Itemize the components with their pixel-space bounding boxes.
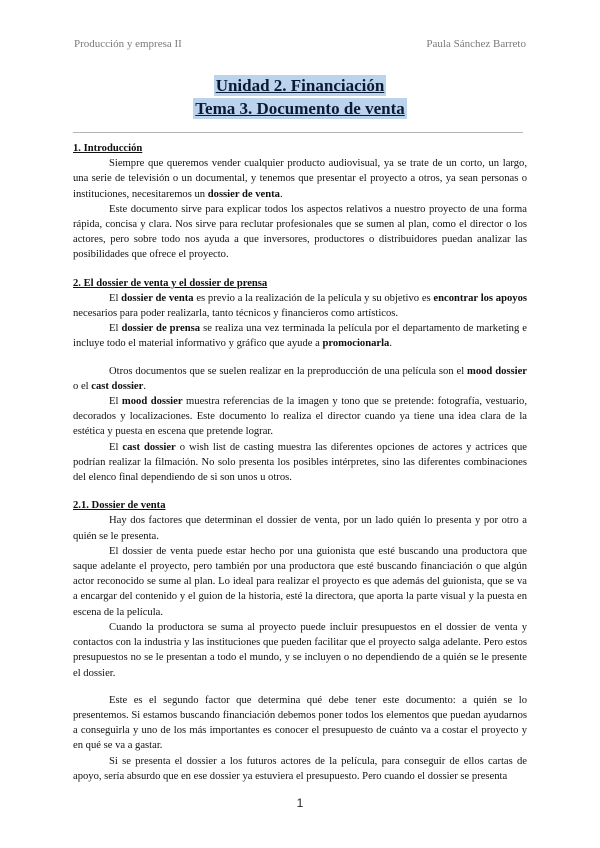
page-header	[74, 38, 526, 50]
header-course: Producción y empresa II	[74, 38, 182, 50]
paragraph: El mood dossier muestra referencias de la imagen y tono que se pretende: fotografía, vestuario, decorados y localizaciones. Este documento lo realiza el director cuando ya tiene una idea clara de la estética y puesta en escena que pretende lograr.	[73, 396, 527, 438]
paragraph: Hay dos factores que determinan el dossier de venta, por un lado quién lo presenta y por otro a quién se le presenta.	[73, 515, 527, 542]
paragraph: Siempre que queremos vender cualquier producto audiovisual, ya se trate de un corto, un largo, una serie de televisión o un documental, y tenemos que presentar el proyecto a otros, ya sean personas o instituciones, necesitaremos un dossier de venta.	[73, 158, 527, 200]
header-author: Paula Sánchez Barreto	[426, 38, 526, 50]
heading-dossier-venta-prensa: 2. El dossier de venta y el dossier de prensa	[73, 277, 268, 289]
paragraph: El cast dossier o wish list de casting muestra las diferentes opciones de actores y actrices que podrían realizar la filmación. No solo presenta los posibles intérpretes, sino las diferentes combinaciones del elenco final dependiendo de si son unos u otros.	[73, 441, 527, 484]
paragraph: Este documento sirve para explicar todos los aspectos relativos a nuestro proyecto de una forma rápida, concisa y clara. Nos sirve para reclutar profesionales que se sumen al plan, como el director o los actores, pero sobre todo nos ayuda a que inversores, productores o distribuidores puedan analizar las posibilidades que ofrece el proyecto.	[73, 203, 527, 261]
page-number: 1	[296, 796, 304, 810]
paragraph: El dossier de venta es previo a la realización de la película y su objetivo es encontrar los apoyos necesarios para poder realizarla, tanto técnicos y financieros como artísticos.	[73, 292, 528, 320]
title-topic: Tema 3. Documento de venta	[195, 99, 405, 118]
title-unit: Unidad 2. Financiación	[215, 76, 385, 95]
paragraph: Cuando la productora se suma al proyecto puede incluir presupuestos en el dossier de venta y contactos con la industria y las instituciones que pueden facilitar que el proyecto salga adelante. Pero estos presupuestos no se le presentan a todo el mundo, y se incluyen o no dependiendo de a quién se le presente el dossier.	[73, 621, 527, 679]
paragraph: Otros documentos que se suelen realizar en la preproducción de una película son el mood dossier o el cast dossier.	[73, 365, 527, 392]
paragraph: El dossier de venta puede estar hecho por una guionista que esté buscando una productora que saque adelante el proyecto, pero también por una productora que esté buscando financiación o que algún actor reconocido se sume al plan. Lo ideal para realizar el proyecto es que además del guionista, que se va a encargar del contenido y el guion de la historia, esté la directora, que aporta la parte visual y la puesta en escena de la película.	[73, 545, 527, 618]
paragraph: El dossier de prensa se realiza una vez terminada la película por el departamento de marketing e incluye todo el material informativo y gráfico que ayude a promocionarla.	[73, 323, 527, 350]
paragraph: Este es el segundo factor que determina qué debe tener este documento: a quién se lo presentemos. Si estamos buscando financiación debemos poner todos los elementos que puedan ayudarnos a conseguirla y uno de los más importantes es conocer el presupuesto de cuánto va a costar el proyecto y en qué se va a gastar.	[73, 694, 527, 752]
heading-dossier-de-venta: 2.1. Dossier de venta	[73, 500, 166, 512]
heading-introduccion: 1. Introducción	[73, 143, 143, 154]
document-title	[0, 74, 600, 120]
document-body	[73, 141, 527, 784]
title-divider	[73, 132, 523, 133]
paragraph: Si se presenta el dossier a los futuros actores de la película, para conseguir de ellos cartas de apoyo, sería absurdo que en ese dossier ya estuviera el presupuesto. Pero cuando el dossier se presenta	[73, 755, 527, 782]
